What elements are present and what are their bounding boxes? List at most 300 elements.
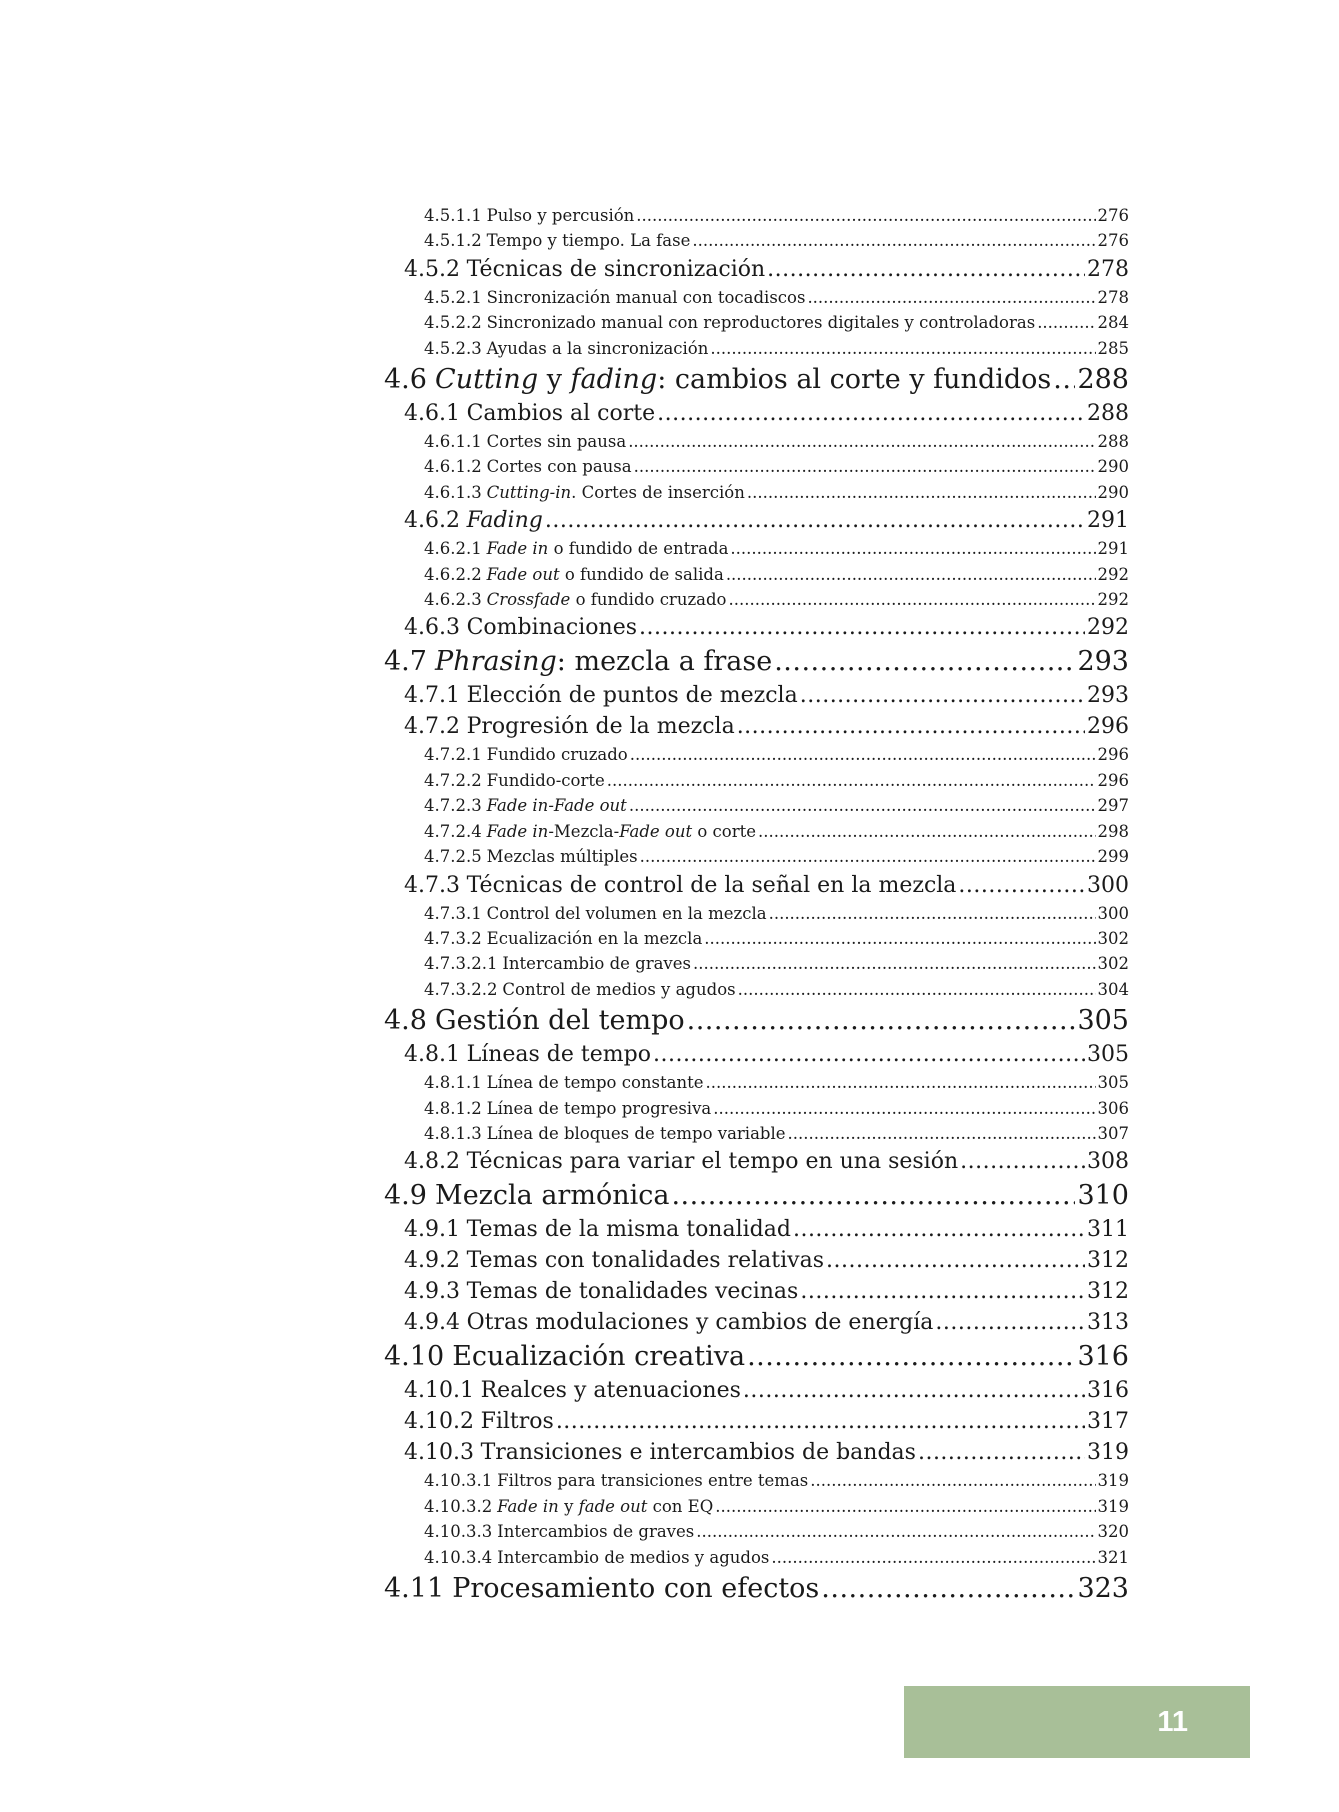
- dot-leader: [628, 429, 1095, 454]
- toc-entry-page: 293: [1087, 683, 1129, 709]
- dot-leader: [738, 977, 1096, 1002]
- toc-entry-title: [481, 1375, 741, 1406]
- toc-title-segment: Intercambio de graves: [502, 954, 691, 974]
- toc-entry-title: [481, 1406, 554, 1437]
- toc-entry-title: [435, 643, 772, 680]
- toc-entry-title: [487, 336, 709, 361]
- toc-entry-page: 316: [1077, 1341, 1129, 1373]
- dot-leader: [629, 793, 1096, 818]
- toc-entry-number: 4.7.2.1: [424, 745, 482, 765]
- dot-leader: [640, 844, 1096, 869]
- toc-title-italic: Fade out: [486, 564, 560, 584]
- toc-entry-number: 4.8.1.2: [424, 1098, 482, 1118]
- toc-entry-page: 292: [1097, 564, 1129, 584]
- toc-entry-page: 296: [1087, 714, 1129, 740]
- toc-entry-number: 4.6.1: [404, 401, 460, 427]
- toc-title-italic: Phrasing: [435, 646, 557, 678]
- toc-entry-title: [467, 870, 957, 901]
- toc-entry-page: 291: [1097, 539, 1129, 559]
- toc-entry-title: [467, 398, 656, 429]
- toc-entry-title: [467, 505, 543, 536]
- toc-entry-page: 311: [1087, 1217, 1129, 1243]
- toc-entry-title: [497, 1494, 713, 1519]
- toc-entry-page: 313: [1087, 1310, 1129, 1336]
- dot-leader: [1053, 361, 1075, 398]
- toc-entry: [384, 1307, 1129, 1338]
- toc-title-segment: Realces y atenuaciones: [480, 1378, 741, 1404]
- toc-title-segment: Filtros para transiciones entre temas: [497, 1471, 809, 1491]
- toc-title-segment: Elección de puntos de mezcla: [466, 683, 798, 709]
- dot-leader: [730, 536, 1095, 561]
- toc-entry: [384, 901, 1129, 926]
- toc-entry-page: 305: [1097, 1073, 1129, 1093]
- toc-entry-number: 4.6.2.3: [424, 590, 482, 610]
- toc-title-segment: Transiciones e intercambios de bandas: [480, 1440, 916, 1466]
- toc-title-segment: y: [538, 364, 571, 396]
- toc-entry-page: 276: [1097, 231, 1129, 251]
- toc-title-segment: Control del volumen en la mezcla: [486, 903, 767, 923]
- toc-title-segment: Gestión del tempo: [435, 1005, 685, 1037]
- toc-entry-page: 316: [1087, 1378, 1129, 1404]
- dot-leader: [639, 612, 1085, 643]
- toc-entry-number: 4.5.2: [404, 256, 460, 282]
- toc-entry-title: [487, 901, 767, 926]
- toc-entry: [384, 768, 1129, 793]
- toc-title-segment: Línea de bloques de tempo variable: [486, 1123, 786, 1143]
- toc-entry-title: [487, 429, 627, 454]
- toc-entry-title: [467, 711, 735, 742]
- toc-entry-title: [487, 819, 756, 844]
- toc-entry: [384, 1096, 1129, 1121]
- dot-leader: [636, 203, 1095, 228]
- toc-title-italic: Fading: [466, 508, 543, 534]
- dot-leader: [693, 951, 1096, 976]
- toc-entry-page: 278: [1097, 287, 1129, 307]
- toc-entry-page: 298: [1097, 821, 1129, 841]
- toc-entry-page: 321: [1097, 1547, 1129, 1567]
- toc-entry-number: 4.10.3.1: [424, 1471, 493, 1491]
- toc-entry-title: [467, 1307, 934, 1338]
- dot-leader: [1037, 310, 1095, 335]
- toc-entry-number: 4.6: [384, 364, 427, 396]
- toc-entry: [384, 1214, 1129, 1245]
- toc-title-segment: Técnicas para variar el tempo en una sesión: [466, 1149, 959, 1175]
- page-number: 11: [1157, 1705, 1188, 1738]
- toc-entry-number: 4.10.3.2: [424, 1496, 493, 1516]
- dot-leader: [687, 1002, 1076, 1039]
- dot-leader: [918, 1437, 1085, 1468]
- toc-entry-page: 284: [1097, 313, 1129, 333]
- toc-title-segment: : cambios al corte y fundidos: [657, 364, 1052, 396]
- dot-leader: [634, 454, 1096, 479]
- toc-entry-title: [487, 742, 628, 767]
- toc-entry-number: 4.10.3.4: [424, 1547, 493, 1567]
- toc-title-segment: Mezclas múltiples: [486, 847, 638, 867]
- toc-entry-number: 4.6.2.1: [424, 539, 482, 559]
- toc-entry-title: [487, 228, 691, 253]
- toc-entry: [384, 1121, 1129, 1146]
- toc-entry: [384, 793, 1129, 818]
- toc-entry-title: [497, 1468, 808, 1493]
- toc-entry-page: 308: [1087, 1149, 1129, 1175]
- toc-entry-number: 4.9.2: [404, 1248, 460, 1274]
- toc-entry: [384, 844, 1129, 869]
- toc-title-italic: Fade in-Fade out: [486, 796, 627, 816]
- dot-leader: [706, 1070, 1096, 1095]
- toc-entry-number: 4.6.1.2: [424, 457, 482, 477]
- toc-entry: [384, 680, 1129, 711]
- dot-leader: [715, 1494, 1095, 1519]
- toc-entry: [384, 228, 1129, 253]
- toc-title-segment: o fundido de salida: [559, 564, 724, 584]
- toc-entry-number: 4.8: [384, 1005, 427, 1037]
- toc-entry-number: 4.7.3: [404, 872, 460, 898]
- toc-entry-title: [467, 612, 637, 643]
- toc-entry-number: 4.5.1.2: [424, 231, 482, 251]
- toc-entry-page: 319: [1087, 1440, 1129, 1466]
- dot-leader: [810, 1468, 1095, 1493]
- toc-entry-page: 276: [1097, 206, 1129, 225]
- toc-entry-number: 4.9.3: [404, 1279, 460, 1305]
- toc-entry: [384, 711, 1129, 742]
- toc-entry: [384, 742, 1129, 767]
- toc-entry: [384, 1039, 1129, 1070]
- toc-entry-title: [487, 310, 1036, 335]
- toc-entry-title: [452, 1570, 819, 1607]
- dot-leader: [545, 505, 1085, 536]
- toc-entry: [384, 1177, 1129, 1214]
- toc-title-segment: Filtros: [480, 1409, 554, 1435]
- toc-entry-page: 300: [1087, 872, 1129, 898]
- toc-entry: [384, 926, 1129, 951]
- toc-entry-number: 4.7.3.2.2: [424, 979, 498, 999]
- toc-title-segment: Temas de tonalidades vecinas: [466, 1279, 799, 1305]
- toc-entry: [384, 1406, 1129, 1437]
- toc-entry-title: [467, 1276, 799, 1307]
- toc-title-italic: Fade in: [486, 539, 549, 559]
- toc-entry: [384, 336, 1129, 361]
- dot-leader: [788, 1121, 1096, 1146]
- toc-title-segment: Ecualización creativa: [452, 1341, 746, 1373]
- dot-leader: [710, 336, 1095, 361]
- dot-leader: [769, 901, 1096, 926]
- toc-entry-title: [435, 1177, 669, 1214]
- toc-entry-number: 4.8.1: [404, 1042, 460, 1068]
- toc-entry: [384, 819, 1129, 844]
- dot-leader: [958, 870, 1085, 901]
- toc-entry: [384, 1545, 1129, 1570]
- toc-title-segment: Mezcla armónica: [435, 1180, 670, 1212]
- toc-entry-number: 4.7.3.2: [424, 928, 482, 948]
- toc-entry-number: 4.6.2: [404, 508, 460, 534]
- toc-entry: [384, 1070, 1129, 1095]
- toc-entry-page: 278: [1087, 256, 1129, 282]
- toc-title-italic: fading: [570, 364, 658, 396]
- toc-entry: [384, 454, 1129, 479]
- toc-entry-page: 320: [1097, 1522, 1129, 1542]
- toc-title-segment: o corte: [692, 821, 757, 841]
- toc-entry-title: [467, 1039, 651, 1070]
- toc-title-segment: : mezcla a frase: [556, 646, 773, 678]
- toc-entry-title: [502, 951, 691, 976]
- toc-entry-page: 292: [1097, 590, 1129, 610]
- toc-entry-number: 4.5.2.1: [424, 287, 482, 307]
- dot-leader: [771, 1545, 1095, 1570]
- dot-leader: [960, 1146, 1085, 1177]
- toc-entry-number: 4.9.4: [404, 1310, 460, 1336]
- toc-title-segment: Cortes sin pausa: [486, 432, 627, 452]
- toc-entry-title: [487, 1096, 712, 1121]
- toc-title-segment: Sincronizado manual con reproductores digitales y controladoras: [486, 313, 1036, 333]
- dot-leader: [737, 711, 1085, 742]
- toc-entry-page: 307: [1097, 1123, 1129, 1143]
- toc-title-segment: Fundido cruzado: [486, 745, 628, 765]
- toc-entry-number: 4.5.2.2: [424, 313, 482, 333]
- page-number-badge: [904, 1686, 1250, 1758]
- toc-title-italic: Crossfade: [486, 590, 571, 610]
- toc-entry: [384, 285, 1129, 310]
- toc-entry-page: 296: [1097, 745, 1129, 765]
- toc-entry-number: 4.7.2.5: [424, 847, 482, 867]
- toc-entry-number: 4.7.2.2: [424, 770, 482, 790]
- toc-entry-page: 288: [1077, 364, 1129, 396]
- toc-entry: [384, 429, 1129, 454]
- dot-leader: [630, 742, 1096, 767]
- dot-leader: [704, 926, 1095, 951]
- dot-leader: [743, 1375, 1085, 1406]
- dot-leader: [826, 1245, 1085, 1276]
- toc-entry-title: [481, 1437, 916, 1468]
- dot-leader: [800, 1276, 1085, 1307]
- toc-entry: [384, 1494, 1129, 1519]
- toc-entry-page: 292: [1087, 615, 1129, 641]
- dot-leader: [671, 1177, 1075, 1214]
- toc-entry: [384, 398, 1129, 429]
- toc-title-segment: Línea de tempo progresiva: [486, 1098, 712, 1118]
- toc-entry-number: 4.8.1.3: [424, 1123, 482, 1143]
- toc-entry-title: [487, 285, 806, 310]
- toc-entry-title: [502, 977, 735, 1002]
- toc-entry-page: 288: [1087, 401, 1129, 427]
- toc-title-segment: Temas con tonalidades relativas: [466, 1248, 824, 1274]
- toc-entry-title: [467, 680, 798, 711]
- toc-title-segment: Temas de la misma tonalidad: [466, 1217, 791, 1243]
- toc-entry-number: 4.5.2.3: [424, 338, 482, 358]
- toc-entry-number: 4.7.2.3: [424, 796, 482, 816]
- toc-entry-page: 323: [1077, 1572, 1129, 1604]
- toc-entry-page: 310: [1077, 1180, 1129, 1212]
- toc-entry: [384, 1468, 1129, 1493]
- dot-leader: [692, 228, 1095, 253]
- toc-entry-title: [487, 1070, 704, 1095]
- toc-entry-title: [487, 562, 724, 587]
- toc-title-segment: . Cortes de inserción: [571, 482, 745, 502]
- toc-entry-title: [487, 1121, 786, 1146]
- toc-title-segment: Ayudas a la sincronización: [486, 338, 709, 358]
- toc-title-segment: Intercambio de medios y agudos: [497, 1547, 770, 1567]
- dot-leader: [807, 285, 1095, 310]
- toc-entry-title: [435, 1002, 685, 1039]
- toc-entry-number: 4.7.3.2.1: [424, 954, 498, 974]
- toc-entry-number: 4.7: [384, 646, 427, 678]
- toc-title-segment: o fundido de entrada: [548, 539, 729, 559]
- toc-entry: [384, 612, 1129, 643]
- dot-leader: [653, 1039, 1085, 1070]
- toc-title-italic: fade out: [578, 1496, 648, 1516]
- toc-entry-number: 4.6.3: [404, 615, 460, 641]
- toc-entry: [384, 870, 1129, 901]
- toc-entry-number: 4.7.1: [404, 683, 460, 709]
- toc-entry-title: [487, 793, 627, 818]
- toc-title-italic: Fade out: [619, 821, 693, 841]
- toc-entry: [384, 1375, 1129, 1406]
- toc-entry-page: 288: [1097, 432, 1129, 452]
- toc-entry: [384, 587, 1129, 612]
- toc-entry-number: 4.9: [384, 1180, 427, 1212]
- dot-leader: [821, 1570, 1075, 1607]
- toc-title-segment: Fundido-corte: [486, 770, 605, 790]
- toc-entry-number: 4.5.1.1: [424, 206, 482, 225]
- toc-title-segment: con EQ: [647, 1496, 714, 1516]
- toc-title-italic: Fade in: [486, 821, 549, 841]
- toc-title-segment: Pulso y percusión: [486, 206, 635, 225]
- toc-entry-number: 4.7.3.1: [424, 903, 482, 923]
- toc-title-segment: Técnicas de sincronización: [466, 256, 766, 282]
- toc-title-segment: -Mezcla-: [548, 821, 620, 841]
- toc-title-italic: Fade in: [497, 1496, 559, 1516]
- toc-title-segment: Ecualización en la mezcla: [486, 928, 703, 948]
- toc-title-segment: Progresión de la mezcla: [466, 714, 735, 740]
- toc-entry-number: 4.8.1.1: [424, 1073, 482, 1093]
- toc-title-segment: Cambios al corte: [466, 401, 656, 427]
- toc-entry-title: [452, 1338, 745, 1375]
- toc-entry-number: 4.10: [384, 1341, 445, 1373]
- dot-leader: [758, 819, 1095, 844]
- toc-entry-number: 4.10.1: [404, 1378, 474, 1404]
- toc-entry: [384, 361, 1129, 398]
- toc-title-italic: Cutting: [435, 364, 539, 396]
- toc-entry-number: 4.11: [384, 1572, 445, 1604]
- toc-entry: [384, 1276, 1129, 1307]
- toc-entry: [384, 977, 1129, 1002]
- toc-entry-title: [497, 1519, 694, 1544]
- dot-leader: [607, 768, 1096, 793]
- toc-entry-page: 299: [1097, 847, 1129, 867]
- toc-entry-page: 290: [1097, 482, 1129, 502]
- toc-entry: [384, 1338, 1129, 1375]
- toc-entry-title: [467, 254, 766, 285]
- toc-entry-number: 4.7.2.4: [424, 821, 482, 841]
- toc-entry: [384, 203, 1129, 228]
- toc-title-segment: Técnicas de control de la señal en la mezcla: [466, 872, 957, 898]
- toc-entry-page: 296: [1097, 770, 1129, 790]
- dot-leader: [793, 1214, 1085, 1245]
- toc-entry: [384, 1245, 1129, 1276]
- toc-title-segment: Otras modulaciones y cambios de energía: [466, 1310, 934, 1336]
- toc-entry-number: 4.9.1: [404, 1217, 460, 1243]
- dot-leader: [657, 398, 1085, 429]
- dot-leader: [935, 1307, 1085, 1338]
- toc-entry-page: 290: [1097, 457, 1129, 477]
- toc-entry: [384, 480, 1129, 505]
- toc-entry-number: 4.10.2: [404, 1409, 474, 1435]
- toc-title-segment: Procesamiento con efectos: [452, 1572, 820, 1604]
- toc-entry-title: [497, 1545, 769, 1570]
- toc-entry: [384, 505, 1129, 536]
- toc-entry-title: [467, 1214, 791, 1245]
- toc-entry-title: [487, 454, 632, 479]
- toc-entry-number: 4.10.3: [404, 1440, 474, 1466]
- toc-entry: [384, 1002, 1129, 1039]
- toc-entry-page: 312: [1087, 1279, 1129, 1305]
- toc-entry-page: 302: [1097, 928, 1129, 948]
- dot-leader: [726, 562, 1096, 587]
- toc-entry-title: [467, 1146, 959, 1177]
- toc-entry-page: 305: [1077, 1005, 1129, 1037]
- dot-leader: [747, 480, 1096, 505]
- toc-title-segment: o fundido cruzado: [570, 590, 727, 610]
- toc-entry-number: 4.6.1.3: [424, 482, 482, 502]
- toc-title-segment: Líneas de tempo: [466, 1042, 651, 1068]
- toc-entry-title: [487, 587, 727, 612]
- toc-entry: [384, 1146, 1129, 1177]
- toc-entry-page: 302: [1097, 954, 1129, 974]
- toc-entry-page: 305: [1087, 1042, 1129, 1068]
- dot-leader: [774, 643, 1075, 680]
- toc-entry-title: [487, 768, 605, 793]
- toc-entry-page: 285: [1097, 338, 1129, 358]
- dot-leader: [800, 680, 1085, 711]
- dot-leader: [767, 254, 1085, 285]
- toc-entry-page: 297: [1097, 796, 1129, 816]
- toc-entry-page: 300: [1097, 903, 1129, 923]
- toc-entry: [384, 1570, 1129, 1607]
- toc-entry-title: [467, 1245, 824, 1276]
- toc-entry: [384, 310, 1129, 335]
- toc-entry-page: 319: [1097, 1496, 1129, 1516]
- toc-title-segment: Sincronización manual con tocadiscos: [486, 287, 806, 307]
- toc-entry-title: [487, 536, 729, 561]
- toc-title-segment: Cortes con pausa: [486, 457, 632, 477]
- toc-title-segment: Combinaciones: [466, 615, 638, 641]
- toc-entry-number: 4.8.2: [404, 1149, 460, 1175]
- toc-entry: [384, 643, 1129, 680]
- dot-leader: [696, 1519, 1095, 1544]
- dot-leader: [713, 1096, 1095, 1121]
- toc-entry-title: [487, 203, 635, 228]
- toc-title-italic: Cutting-in: [486, 482, 572, 502]
- toc-entry-page: 291: [1087, 508, 1129, 534]
- toc-entry-page: 317: [1087, 1409, 1129, 1435]
- toc-entry-number: 4.6.1.1: [424, 432, 482, 452]
- toc-entry: [384, 562, 1129, 587]
- toc-title-segment: Tempo y tiempo. La fase: [486, 231, 691, 251]
- toc-entry-title: [487, 480, 745, 505]
- toc-entry-title: [435, 361, 1051, 398]
- toc-entry: [384, 951, 1129, 976]
- toc-entry-page: 312: [1087, 1248, 1129, 1274]
- toc-entry-number: 4.6.2.2: [424, 564, 482, 584]
- toc-entry-page: 306: [1097, 1098, 1129, 1118]
- toc-title-segment: Control de medios y agudos: [502, 979, 736, 999]
- toc-entry-page: 304: [1097, 979, 1129, 999]
- toc-entry: [384, 1437, 1129, 1468]
- toc-entry: [384, 254, 1129, 285]
- toc-entry: [384, 1519, 1129, 1544]
- toc-title-segment: Línea de tempo constante: [486, 1073, 704, 1093]
- toc-title-segment: y: [558, 1496, 579, 1516]
- toc-entry-number: 4.10.3.3: [424, 1522, 493, 1542]
